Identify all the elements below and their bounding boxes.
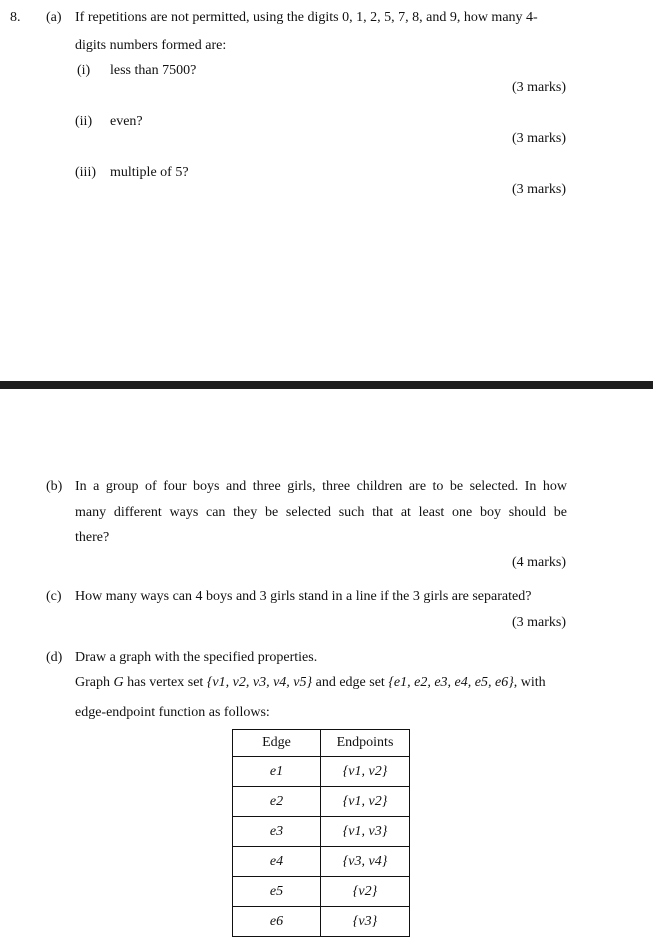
part-a-line-1: If repetitions are not permitted, using the digits 0, 1, 2, 5, 7, 8, and 9, how many 4- bbox=[75, 10, 538, 25]
edge-cell: e2 bbox=[233, 787, 321, 817]
endpoints-cell: {v3} bbox=[321, 907, 410, 937]
part-c-marks: (3 marks) bbox=[511, 615, 566, 630]
part-d-label: (d) bbox=[46, 650, 63, 665]
edge-cell: e6 bbox=[233, 907, 321, 937]
part-b-label: (b) bbox=[46, 479, 63, 494]
sub-ii-text: even? bbox=[110, 114, 143, 129]
question-number: 8. bbox=[10, 10, 21, 25]
edge-endpoint-table bbox=[232, 729, 410, 937]
sub-i-label: (i) bbox=[77, 63, 91, 78]
vertex-set-text: has vertex set bbox=[127, 675, 204, 690]
endpoints-column-header: Endpoints bbox=[321, 730, 410, 757]
part-b-marks: (4 marks) bbox=[511, 555, 566, 570]
part-d-line-2 bbox=[75, 675, 546, 691]
sub-iii-label: (iii) bbox=[75, 165, 96, 180]
table-row bbox=[233, 757, 410, 787]
endpoints-cell: {v1, v3} bbox=[321, 817, 410, 847]
part-a-line-2: digits numbers formed are: bbox=[75, 38, 227, 53]
part-b-line-2: many different ways can they be selected such that at least one boy should be bbox=[75, 505, 567, 520]
table-row bbox=[233, 877, 410, 907]
part-a-label: (a) bbox=[46, 10, 62, 25]
sub-i-marks: (3 marks) bbox=[511, 80, 566, 95]
part-c-text: How many ways can 4 boys and 3 girls stand in a line if the 3 girls are separated? bbox=[75, 589, 532, 604]
table-row bbox=[233, 787, 410, 817]
part-c-label: (c) bbox=[46, 589, 62, 604]
with-text: , with bbox=[513, 675, 546, 690]
part-d-line-1: Draw a graph with the specified properties. bbox=[75, 650, 318, 665]
edge-cell: e4 bbox=[233, 847, 321, 877]
sub-i-text: less than 7500? bbox=[110, 63, 197, 78]
edge-cell: e5 bbox=[233, 877, 321, 907]
sub-ii-marks: (3 marks) bbox=[511, 131, 566, 146]
endpoints-cell: {v2} bbox=[321, 877, 410, 907]
graph-prefix: Graph bbox=[75, 675, 110, 690]
edge-set: {e1, e2, e3, e4, e5, e6} bbox=[388, 675, 514, 690]
sub-iii-marks: (3 marks) bbox=[511, 182, 566, 197]
endpoints-cell: {v1, v2} bbox=[321, 757, 410, 787]
sub-iii-text: multiple of 5? bbox=[110, 165, 189, 180]
sub-ii-label: (ii) bbox=[75, 114, 93, 129]
part-d-line-3: edge-endpoint function as follows: bbox=[75, 705, 270, 720]
table-header-row bbox=[233, 730, 410, 757]
page-divider bbox=[0, 381, 653, 389]
table-row bbox=[233, 817, 410, 847]
vertex-set: {v1, v2, v3, v4, v5} bbox=[206, 675, 313, 690]
edge-set-text: and edge set bbox=[315, 675, 385, 690]
part-b-line-3: there? bbox=[75, 530, 110, 545]
endpoints-cell: {v1, v2} bbox=[321, 787, 410, 817]
part-b-line-1: In a group of four boys and three girls, three children are to be selected. In how bbox=[75, 479, 567, 494]
table-row bbox=[233, 907, 410, 937]
edge-cell: e1 bbox=[233, 757, 321, 787]
endpoints-cell: {v3, v4} bbox=[321, 847, 410, 877]
graph-variable: G bbox=[113, 675, 124, 690]
edge-cell: e3 bbox=[233, 817, 321, 847]
edge-column-header: Edge bbox=[233, 730, 321, 757]
table-row bbox=[233, 847, 410, 877]
